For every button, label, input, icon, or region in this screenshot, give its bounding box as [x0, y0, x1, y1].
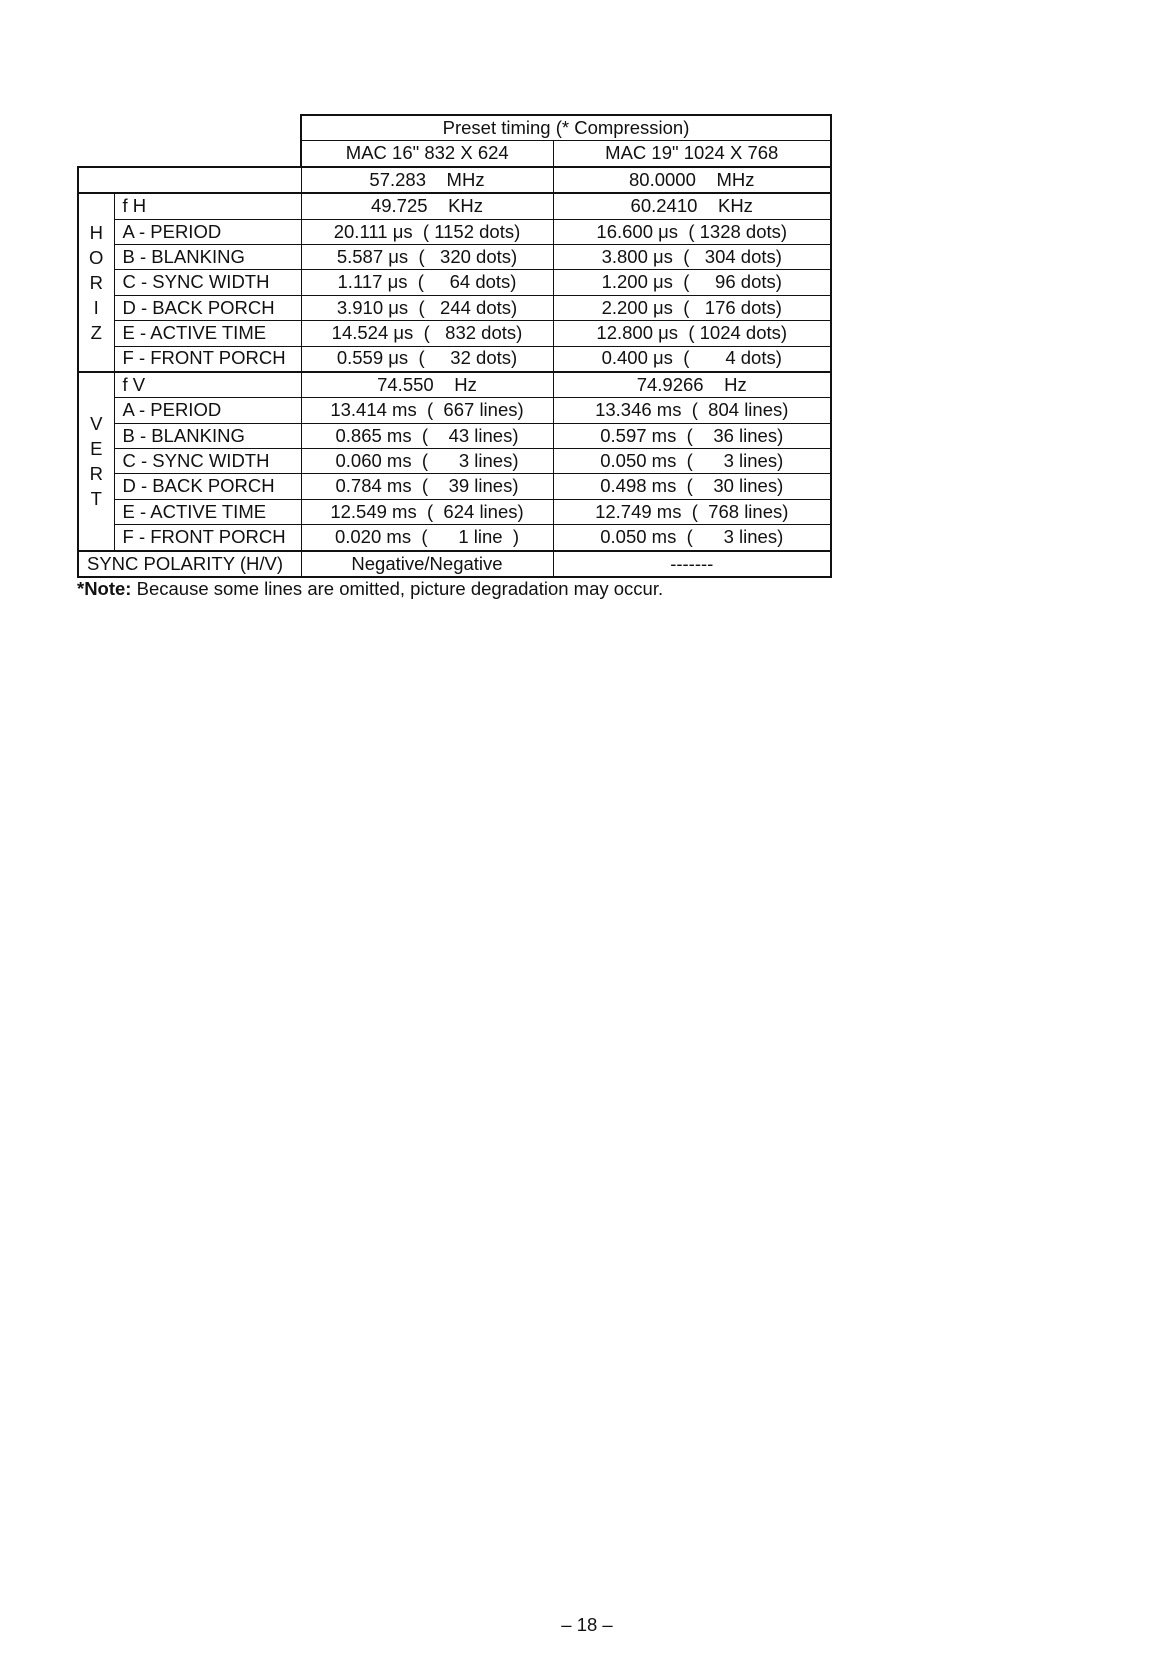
vertical-row: [78, 449, 831, 474]
horizontal-letter: O: [89, 247, 104, 269]
timing-value-2: 0.597 ms ( 36 lines): [553, 423, 831, 448]
horizontal-row: [78, 193, 831, 219]
timing-value-1: 0.060 ms ( 3 lines): [301, 449, 553, 474]
param-label: E - ACTIVE TIME: [114, 321, 301, 346]
dot-clock-label: [78, 167, 301, 193]
param-label: B - BLANKING: [114, 423, 301, 448]
timing-value-2: 74.9266 Hz: [553, 372, 831, 398]
param-label: A - PERIOD: [114, 398, 301, 423]
horizontal-row: [78, 346, 831, 372]
vertical-row: [78, 423, 831, 448]
param-label: f H: [114, 193, 301, 219]
sync-polarity-2: -------: [553, 551, 831, 577]
timing-value-1: 14.524 μs ( 832 dots): [301, 321, 553, 346]
footnote-text: Because some lines are omitted, picture degradation may occur.: [131, 578, 664, 599]
timing-value-2: 12.800 μs ( 1024 dots): [553, 321, 831, 346]
vertical-row: [78, 474, 831, 499]
timing-value-2: 0.050 ms ( 3 lines): [553, 449, 831, 474]
vertical-letter: R: [89, 463, 103, 485]
vertical-row: [78, 372, 831, 398]
horizontal-row: [78, 219, 831, 244]
timing-value-2: 12.749 ms ( 768 lines): [553, 499, 831, 524]
vertical-row: [78, 499, 831, 524]
vertical-letter: E: [90, 438, 103, 460]
horizontal-letter: H: [89, 222, 103, 244]
timing-value-2: 0.050 ms ( 3 lines): [553, 525, 831, 551]
timing-value-2: 2.200 μs ( 176 dots): [553, 295, 831, 320]
param-label: C - SYNC WIDTH: [114, 449, 301, 474]
param-label: A - PERIOD: [114, 219, 301, 244]
vertical-row: [78, 525, 831, 551]
param-label: B - BLANKING: [114, 244, 301, 269]
timing-value-2: 0.498 ms ( 30 lines): [553, 474, 831, 499]
dot-clock-2: 80.0000 MHz: [553, 167, 831, 193]
horizontal-row: [78, 270, 831, 295]
param-label: E - ACTIVE TIME: [114, 499, 301, 524]
param-label: f V: [114, 372, 301, 398]
table-title: Preset timing (* Compression): [301, 115, 831, 141]
timing-value-1: 0.020 ms ( 1 line ): [301, 525, 553, 551]
vertical-row: [78, 398, 831, 423]
timing-value-1: 20.111 μs ( 1152 dots): [301, 219, 553, 244]
vertical-group-label: [78, 372, 114, 551]
horizontal-group-label: [78, 193, 114, 372]
page-number: – 18 –: [561, 1614, 613, 1635]
timing-value-2: 13.346 ms ( 804 lines): [553, 398, 831, 423]
footnote: [77, 578, 663, 600]
param-label: C - SYNC WIDTH: [114, 270, 301, 295]
timing-value-1: 0.559 μs ( 32 dots): [301, 346, 553, 372]
vertical-letter: T: [90, 488, 102, 510]
timing-value-2: 60.2410 KHz: [553, 193, 831, 219]
param-label: D - BACK PORCH: [114, 295, 301, 320]
param-label: F - FRONT PORCH: [114, 525, 301, 551]
sync-polarity-label: SYNC POLARITY (H/V): [78, 551, 301, 577]
vertical-letter: V: [90, 413, 103, 435]
dot-clock-1: 57.283 MHz: [301, 167, 553, 193]
param-label: D - BACK PORCH: [114, 474, 301, 499]
horizontal-row: [78, 295, 831, 320]
timing-value-1: 0.865 ms ( 43 lines): [301, 423, 553, 448]
timing-value-1: 3.910 μs ( 244 dots): [301, 295, 553, 320]
timing-value-1: 0.784 ms ( 39 lines): [301, 474, 553, 499]
timing-value-1: 74.550 Hz: [301, 372, 553, 398]
timing-value-2: 0.400 μs ( 4 dots): [553, 346, 831, 372]
horizontal-group: [78, 193, 831, 372]
timing-value-1: 12.549 ms ( 624 lines): [301, 499, 553, 524]
horizontal-letter: R: [89, 272, 103, 294]
timing-value-2: 3.800 μs ( 304 dots): [553, 244, 831, 269]
horizontal-row: [78, 244, 831, 269]
horizontal-row: [78, 321, 831, 346]
mode-header-2: MAC 19" 1024 X 768: [553, 141, 831, 167]
timing-value-1: 13.414 ms ( 667 lines): [301, 398, 553, 423]
horizontal-letter: I: [93, 297, 99, 319]
timing-table: [77, 114, 832, 578]
sync-polarity-1: Negative/Negative: [301, 551, 553, 577]
timing-value-2: 16.600 μs ( 1328 dots): [553, 219, 831, 244]
horizontal-letter: Z: [90, 322, 102, 344]
param-label: F - FRONT PORCH: [114, 346, 301, 372]
footnote-label: *Note:: [77, 578, 132, 599]
mode-header-1: MAC 16" 832 X 624: [301, 141, 553, 167]
timing-value-1: 49.725 KHz: [301, 193, 553, 219]
timing-value-2: 1.200 μs ( 96 dots): [553, 270, 831, 295]
timing-value-1: 1.117 μs ( 64 dots): [301, 270, 553, 295]
vertical-group: [78, 372, 831, 551]
timing-value-1: 5.587 μs ( 320 dots): [301, 244, 553, 269]
